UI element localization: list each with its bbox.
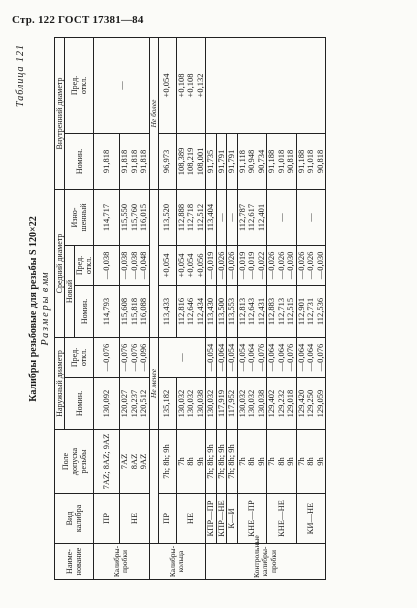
section-probki: Калибры- пробки [94, 544, 150, 580]
cell-nd: 130,092 [94, 378, 120, 430]
cell-iznosh: — [216, 189, 227, 245]
col-iznosh: Изно- шенный [65, 189, 94, 245]
group-note-row [149, 37, 158, 579]
cell-nd-otkl: —0,076 —0,076 —0,096 [120, 337, 150, 377]
cell-sn: 113,430 [206, 285, 217, 337]
col-naruzh: Наружный диаметр [55, 337, 65, 429]
cell-nd: 117,919 [216, 378, 227, 430]
cell-iznosh: — [267, 189, 297, 245]
cell-iznosh: 113,520 [158, 189, 176, 245]
cell-sn: 112,883 112,713 112,515 [267, 285, 297, 337]
cell-sn-otkl: +0,054 [158, 245, 176, 285]
cell-pole: 7h 8h 9h [267, 430, 297, 494]
cell-pole: 7h 8h 9h [176, 430, 206, 494]
cell-nd-otkl: —0,064 —0,064 —0,076 [267, 337, 297, 377]
cell-vn: 91,188 91,018 90,818 [296, 133, 326, 189]
cell-sn-otkl: —0,026 [216, 245, 227, 285]
cell-nd-otkl: —0,054 [227, 337, 238, 377]
cell-vid: КНЕ—НЕ [267, 494, 297, 544]
cell-sn: 115,608 115,818 116,088 [120, 285, 150, 337]
rotated-table-page [14, 32, 396, 586]
cell-sn: 114,793 [94, 285, 120, 337]
cell-vn: 108,389 108,219 108,001 [176, 133, 206, 189]
cell-nd-otkl: —0,064 —0,064 —0,076 [296, 337, 326, 377]
cell-pole: 7h; 8h; 9h [227, 430, 238, 494]
cell-pole: 7h; 8h; 9h [216, 430, 227, 494]
cell-vid: КИ—НЕ [296, 494, 326, 544]
table-number: Таблица 121 [15, 44, 26, 107]
cell-vn: 91,118 90,948 90,734 [237, 133, 267, 189]
cell-nd: 129,420 129,250 129,059 [296, 378, 326, 430]
cell-vn: 91,818 91,818 91,818 [120, 133, 150, 189]
table-row [158, 37, 176, 579]
section-koltsa: Калибры- кольца [149, 544, 206, 580]
cell-vn: 91,735 [206, 133, 217, 189]
cell-sn-otkl: +0,054 +0,054 +0,056 [176, 245, 206, 285]
cell-sn: 112,816 112,646 112,434 [176, 285, 206, 337]
cell-nd: 130,032 [206, 378, 217, 430]
col-sn-otkl: Пред. откл. [75, 245, 94, 285]
cell-nd-otkl: —0,076 [94, 337, 120, 377]
page-header: Стр. 122 ГОСТ 17381—84 [12, 14, 144, 26]
cell-sn: 112,813 112,643 112,431 [237, 285, 267, 337]
col-vnutr: Внутренний диаметр [55, 37, 65, 189]
table-row [94, 37, 120, 579]
cell-vid: НЕ [120, 494, 150, 544]
cell-sn-otkl: —0,026 —0,026 —0,030 [296, 245, 326, 285]
note-ne-menee: Не менее [149, 337, 158, 429]
cell-vid: КНЕ—ПР [237, 494, 267, 544]
section-kontrolnye: Контрольные калибры-пробки [206, 544, 326, 580]
table-row [206, 37, 217, 579]
cell-vn: 91,791 [227, 133, 238, 189]
col-nd-otkl: Пред. откл. [65, 337, 94, 377]
cell-sn-otkl: —0,019 [206, 245, 217, 285]
col-novyy: Новый [65, 245, 75, 337]
col-sn-nomin: Номин. [75, 285, 94, 337]
cell-iznosh: 113,404 [206, 189, 217, 245]
cell-vn-otkl [206, 37, 326, 133]
cell-nd: 129,402 129,232 129,018 [267, 378, 297, 430]
cell-iznosh: 115,550 115,760 116,015 [120, 189, 150, 245]
col-naim: Наиме- нование [55, 544, 94, 580]
subtitle-prefix: Размеры [40, 294, 51, 346]
cell-nd: 135,182 [158, 378, 176, 430]
cell-vid: ПР [158, 494, 176, 544]
cell-vn: 91,818 [94, 133, 120, 189]
cell-pole: 7AZ 8AZ 9AZ [120, 430, 150, 494]
cell-nd-otkl: — [158, 337, 206, 377]
cell-vid: ПР [94, 494, 120, 544]
cell-vid: КПР—ПР [206, 494, 217, 544]
cell-nd: 120,027 120,237 120,512 [120, 378, 150, 430]
col-vid: Вид калибра [55, 494, 94, 544]
cell-pole: 7h 8h 9h [237, 430, 267, 494]
cell-iznosh: — [227, 189, 238, 245]
cell-sn: 113,433 [158, 285, 176, 337]
col-vn-nomin: Номин. [65, 133, 94, 189]
cell-vn: 96,973 [158, 133, 176, 189]
cell-sn: 113,500 [216, 285, 227, 337]
header-row-1 [55, 37, 65, 579]
cell-sn-otkl: —0,026 —0,026 —0,030 [267, 245, 297, 285]
cell-vn-otkl: +0,108 +0,108 +0,132 [176, 37, 206, 133]
cell-pole: 7AZ; 8AZ; 9AZ [94, 430, 120, 494]
cell-iznosh: 112,888 112,718 112,512 [176, 189, 206, 245]
cell-vid: НЕ [176, 494, 206, 544]
cell-iznosh: 112,787 112,617 112,401 [237, 189, 267, 245]
cell-vn: 91,188 91,018 90,818 [267, 133, 297, 189]
cell-sn-otkl: —0,038 [94, 245, 120, 285]
col-vn-otkl: Пред. откл. [65, 37, 94, 133]
table-title: Калибры резьбовые для резьбы S 120×22 [28, 216, 39, 402]
cell-sn: 113,553 [227, 285, 238, 337]
col-sredniy: Средний диаметр [55, 189, 65, 337]
table-subtitle [40, 32, 51, 586]
cell-nd: 117,952 [227, 378, 238, 430]
subtitle-units: в мм [40, 272, 51, 293]
cell-nd-otkl: —0,054 [206, 337, 217, 377]
cell-pole: 7h; 8h; 9h [158, 430, 176, 494]
cell-vn: 91,791 [216, 133, 227, 189]
col-pole: Поле допуска резьбы [55, 430, 94, 494]
cell-vn-otkl: +0,054 [158, 37, 176, 133]
gauge-table [54, 37, 326, 580]
cell-nd-otkl: —0,054 —0,064 —0,076 [237, 337, 267, 377]
note-ne-bolee: Не более [149, 37, 158, 189]
cell-sn-otkl: —0,026 [227, 245, 238, 285]
table-row [176, 37, 206, 579]
cell-vid: КПР—НЕ [216, 494, 227, 544]
cell-nd: 130,032 130,032 130,038 [176, 378, 206, 430]
cell-sn-otkl: —0,038 —0,038 —0,048 [120, 245, 150, 285]
cell-vid: К—И [227, 494, 238, 544]
cell-vn-otkl: — [94, 37, 150, 133]
cell-pole: 7h; 8h; 9h [206, 430, 217, 494]
cell-pole: 7h 8h 9h [296, 430, 326, 494]
cell-iznosh: — [296, 189, 326, 245]
cell-iznosh: 114,717 [94, 189, 120, 245]
cell-sn: 112,901 112,731 112,536 [296, 285, 326, 337]
col-nd-nomin: Номин. [65, 378, 94, 430]
cell-sn-otkl: —0,019 —0,019 —0,022 [237, 245, 267, 285]
cell-nd-otkl: —0,064 [216, 337, 227, 377]
cell-nd: 130,032 130,032 130,038 [237, 378, 267, 430]
